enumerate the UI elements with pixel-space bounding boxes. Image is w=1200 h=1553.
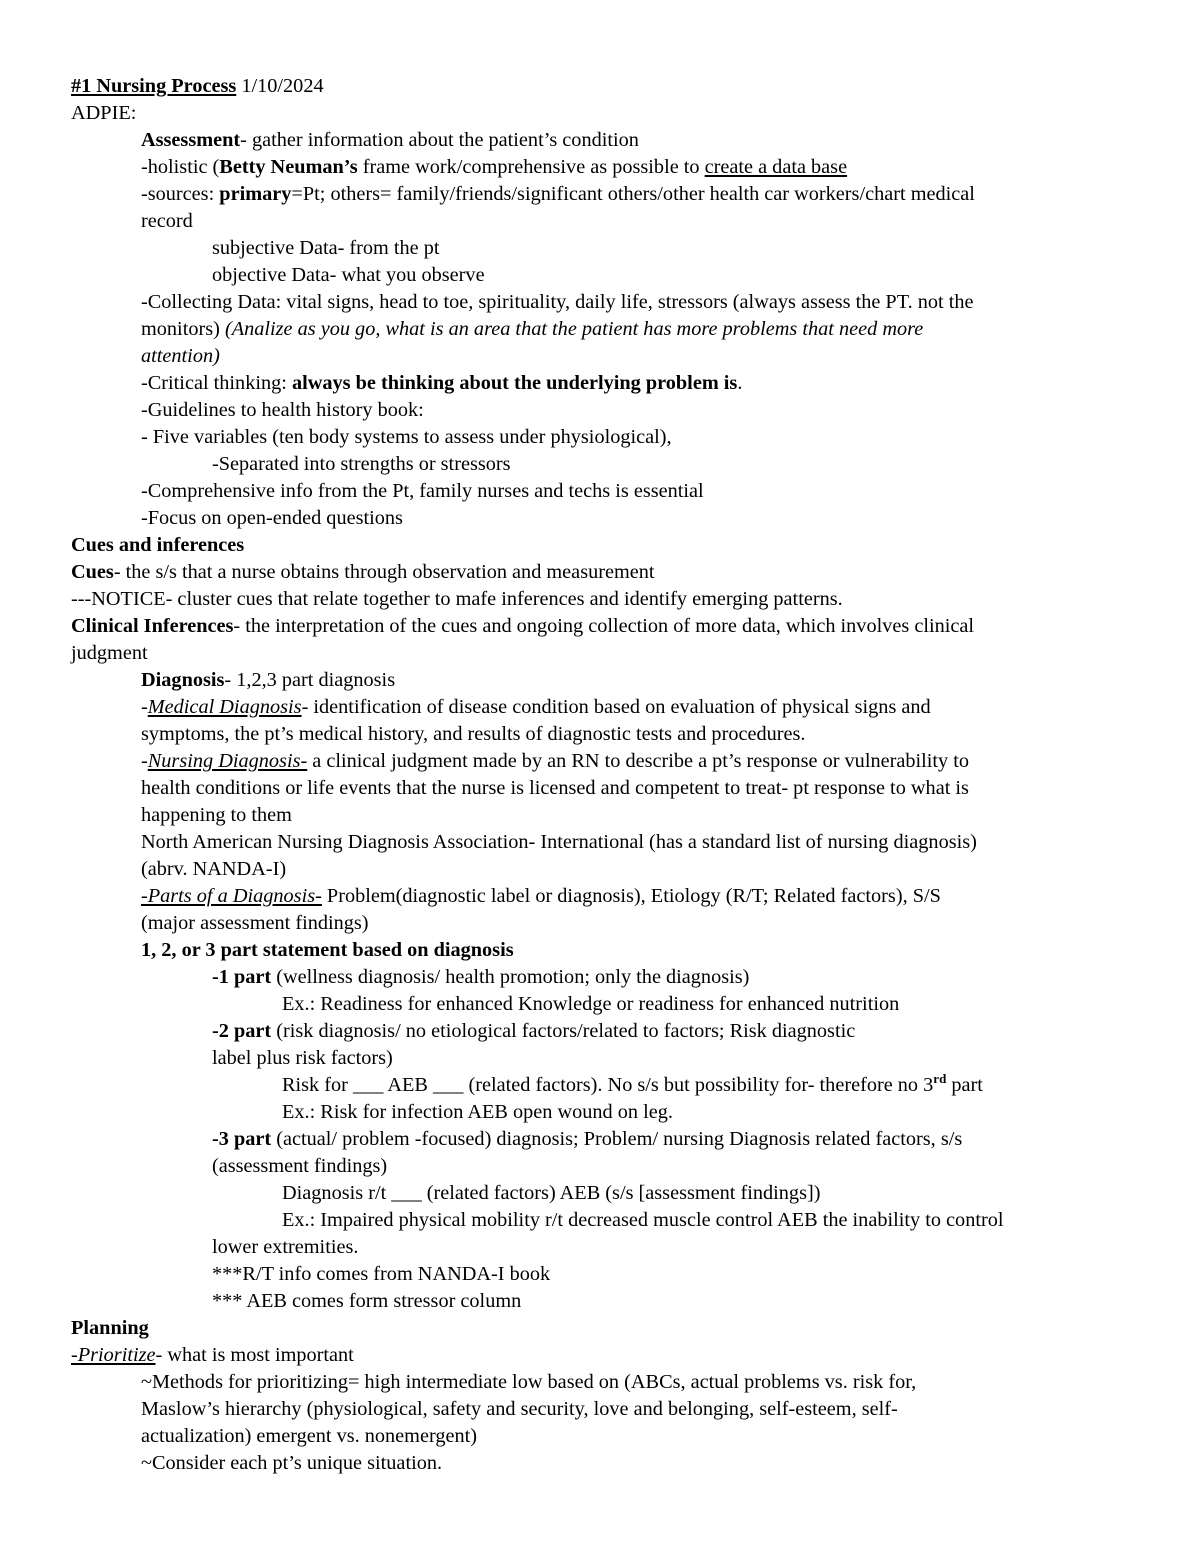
nursing-continued-2: happening to them [141, 804, 292, 826]
attention-note: attention) [141, 345, 220, 367]
nanda-line: North American Nursing Diagnosis Association- International (has a standard list of nursing diagnosis) [141, 831, 977, 853]
prioritize-label: -Prioritize [71, 1344, 156, 1366]
one-part-line [212, 964, 749, 991]
diagnosis-line [141, 667, 395, 694]
focus-line: -Focus on open-ended questions [141, 507, 403, 529]
prioritize-def: - what is most important [155, 1344, 354, 1366]
two-part-template-end: part [946, 1074, 983, 1096]
nursing-diagnosis-label: Nursing Diagnosis- [147, 750, 308, 772]
assessment-line [141, 127, 639, 154]
medical-diagnosis-def: - identification of disease condition based on evaluation of physical signs and [301, 696, 931, 718]
cues-def: - the s/s that a nurse obtains through observation and measurement [113, 561, 655, 583]
nursing-diagnosis-line [141, 748, 969, 775]
analize-note: (Analize as you go, what is an area that the patient has more problems that need more [224, 318, 924, 340]
betty-neuman-name: Betty Neuman’s [219, 156, 358, 178]
collecting-continued [141, 316, 923, 343]
diagnosis-def: - 1,2,3 part diagnosis [224, 669, 396, 691]
sources-rest: =Pt; others= family/friends/significant others/other health car workers/chart medical [291, 183, 975, 205]
critical-period: . [737, 372, 743, 394]
page-title: #1 Nursing Process [71, 75, 237, 97]
nursing-diagnosis-def: a clinical judgment made by an RN to describe a pt’s response or vulnerability to [307, 750, 970, 772]
holistic-line [141, 154, 847, 181]
collecting-data: -Collecting Data: vital signs, head to toe, spirituality, daily life, stressors (always assess the PT. not the [141, 291, 974, 313]
parts-def: Problem(diagnostic label or diagnosis), Etiology (R/T; Related factors), S/S [321, 885, 941, 907]
page-date: 1/10/2024 [241, 75, 324, 97]
critical-thinking-line [141, 370, 742, 397]
three-part-continued: (assessment findings) [212, 1155, 388, 1177]
separated-line: -Separated into strengths or stressors [212, 453, 511, 475]
medical-diagnosis-line [141, 694, 931, 721]
holistic-prefix: -holistic ( [141, 156, 220, 178]
medical-continued: symptoms, the pt’s medical history, and results of diagnostic tests and procedures. [141, 723, 806, 745]
sources-prefix: -sources: [141, 183, 220, 205]
methods-continued-2: actualization) emergent vs. nonemergent) [141, 1425, 478, 1447]
inferences-continued: judgment [71, 642, 148, 664]
sources-primary: primary [219, 183, 292, 205]
prioritize-line [71, 1342, 354, 1369]
medical-diagnosis-label: Medical Diagnosis [147, 696, 302, 718]
critical-prefix: -Critical thinking: [141, 372, 292, 394]
inferences-line [71, 613, 974, 640]
cues-label: Cues [71, 561, 114, 583]
objective-data: objective Data- what you observe [212, 264, 485, 286]
inferences-def: - the interpretation of the cues and ongoing collection of more data, which involves clinical [233, 615, 975, 637]
subjective-data: subjective Data- from the pt [212, 237, 440, 259]
cues-heading: Cues and inferences [71, 534, 245, 556]
critical-bold: always be thinking about the underlying problem is [291, 372, 738, 394]
five-variables-line: - Five variables (ten body systems to assess under physiological), [141, 426, 672, 448]
nursing-continued-1: health conditions or life events that the nurse is licensed and competent to treat- pt response to what is [141, 777, 969, 799]
aeb-note: *** AEB comes form stressor column [212, 1290, 522, 1312]
nursing-dash: - [141, 750, 148, 772]
inferences-label: Clinical Inferences [71, 615, 234, 637]
three-part-line [212, 1126, 962, 1153]
adpie-label: ADPIE: [71, 102, 137, 124]
three-part-example: Ex.: Impaired physical mobility r/t decreased muscle control AEB the inability to control [282, 1209, 1004, 1231]
two-part-label: -2 part [212, 1020, 272, 1042]
three-part-label: -3 part [212, 1128, 272, 1150]
notice-line: ---NOTICE- cluster cues that relate together to mafe inferences and identify emerging patterns. [71, 588, 843, 610]
assessment-label: Assessment [141, 129, 241, 151]
nanda-continued: (abrv. NANDA-I) [141, 858, 287, 880]
methods-line: ~Methods for prioritizing= high intermediate low based on (ABCs, actual problems vs. risk for, [141, 1371, 917, 1393]
two-part-line [212, 1018, 855, 1045]
three-part-example-continued: lower extremities. [212, 1236, 359, 1258]
two-part-template-text: Risk for ___ AEB ___ (related factors). No s/s but possibility for- therefore no 3 [282, 1074, 934, 1096]
three-part-def: (actual/ problem -focused) diagnosis; Problem/ nursing Diagnosis related factors, s/s [271, 1128, 963, 1150]
diagnosis-label: Diagnosis [141, 669, 225, 691]
cues-line [71, 559, 655, 586]
parts-label: -Parts of a Diagnosis- [141, 885, 322, 907]
comprehensive-line: -Comprehensive info from the Pt, family nurses and techs is essential [141, 480, 704, 502]
guidelines-line: -Guidelines to health history book: [141, 399, 424, 421]
one-part-def: (wellness diagnosis/ health promotion; only the diagnosis) [271, 966, 750, 988]
title-line [71, 73, 324, 100]
two-part-template [282, 1072, 983, 1099]
holistic-text: frame work/comprehensive as possible to [357, 156, 705, 178]
superscript-rd: rd [933, 1071, 947, 1087]
two-part-example: Ex.: Risk for infection AEB open wound on leg. [282, 1101, 673, 1123]
statement-heading: 1, 2, or 3 part statement based on diagnosis [141, 939, 514, 961]
consider-line: ~Consider each pt’s unique situation. [141, 1452, 443, 1474]
methods-continued-1: Maslow’s hierarchy (physiological, safety and security, love and belonging, self-esteem, self- [141, 1398, 898, 1420]
rt-note: ***R/T info comes from NANDA-I book [212, 1263, 551, 1285]
sources-continued: record [141, 210, 193, 232]
three-part-template: Diagnosis r/t ___ (related factors) AEB (s/s [assessment findings]) [282, 1182, 821, 1204]
parts-continued: (major assessment findings) [141, 912, 369, 934]
assessment-def: - gather information about the patient’s condition [240, 129, 639, 151]
one-part-example: Ex.: Readiness for enhanced Knowledge or readiness for enhanced nutrition [282, 993, 900, 1015]
monitors-text: monitors) [141, 318, 225, 340]
create-data-base-text: create a data base [704, 156, 848, 178]
sources-line [141, 181, 975, 208]
two-part-continued: label plus risk factors) [212, 1047, 393, 1069]
parts-line [141, 883, 941, 910]
medical-dash: - [141, 696, 148, 718]
planning-heading: Planning [71, 1317, 149, 1339]
two-part-def: (risk diagnosis/ no etiological factors/related to factors; Risk diagnostic [271, 1020, 856, 1042]
one-part-label: -1 part [212, 966, 272, 988]
